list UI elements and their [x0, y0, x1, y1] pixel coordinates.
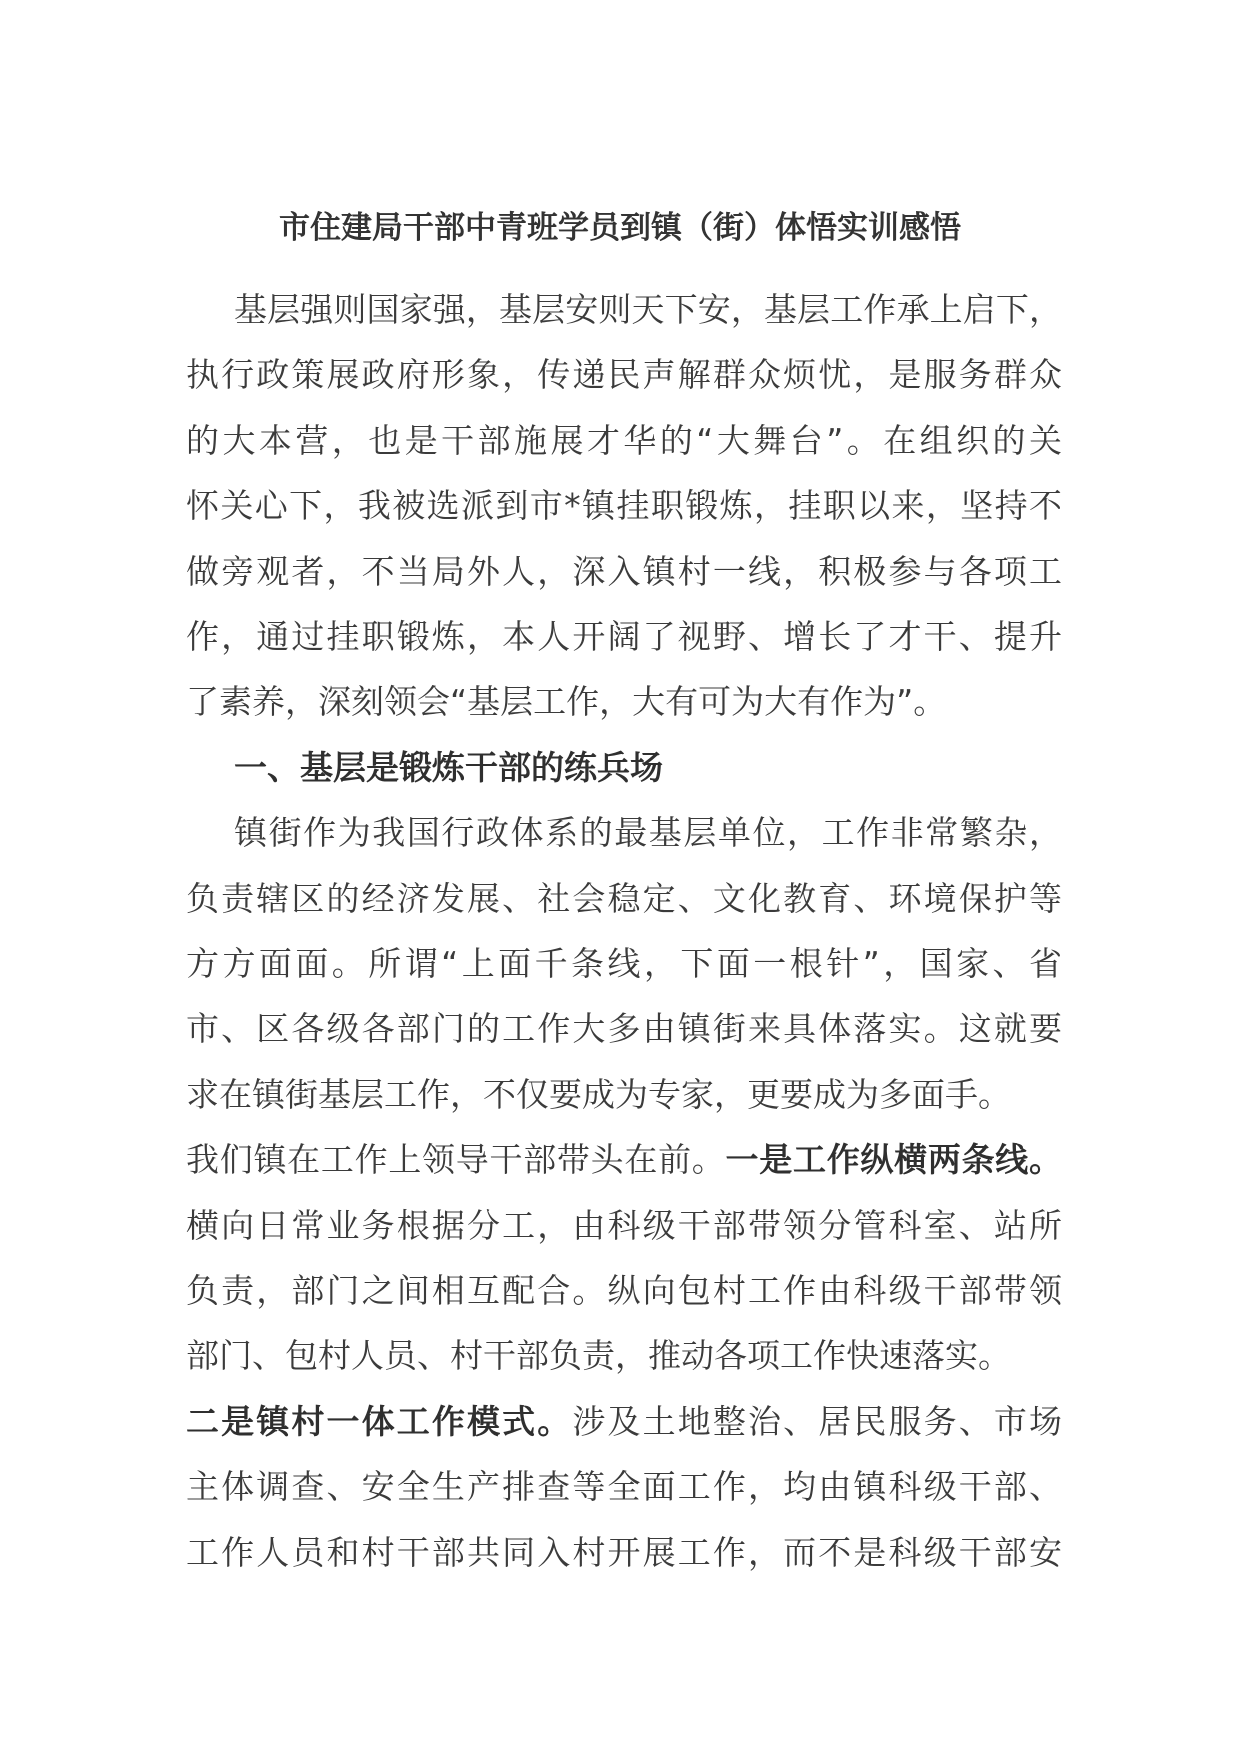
body-text: 作，通过挂职锻炼，本人开阔了视野、增长了才干、提升	[186, 617, 1062, 656]
body-text: 执行政策展政府形象，传递民声解群众烦忧，是服务群众	[186, 355, 1062, 395]
body-text: 方方面面。所谓“上面千条线，下面一根针”，国家、省	[186, 944, 1062, 983]
bold-text: 一是工作纵横两条线。	[725, 1140, 1063, 1180]
text-line	[186, 1001, 1062, 1057]
text-line	[186, 1132, 1062, 1188]
section-heading	[186, 740, 1062, 796]
text-line	[186, 282, 1062, 338]
text-line	[186, 1067, 1062, 1123]
body-text: 负责辖区的经济发展、社会稳定、文化教育、环境保护等	[186, 878, 1062, 918]
document-title: 市住建局干部中青班学员到镇（街）体悟实训感悟	[279, 210, 961, 246]
body-text: 做旁观者，不当局外人，深入镇村一线，积极参与各项工	[186, 551, 1062, 591]
body-text: 主体调查、安全生产排查等全面工作，均由镇科级干部、	[186, 1467, 1062, 1507]
body-text: 了素养，深刻领会“基层工作，大有可为大有作为”。	[186, 682, 947, 722]
text-line	[186, 1328, 1062, 1384]
text-line	[186, 805, 1062, 861]
text-line	[186, 544, 1062, 600]
body-text: 市、区各级各部门的工作大多由镇街来具体落实。这就要	[186, 1009, 1062, 1049]
body-text: 我们镇在工作上领导干部带头在前。	[186, 1140, 726, 1180]
text-line	[186, 674, 1062, 730]
text-line	[186, 478, 1062, 534]
body-text: 基层强则国家强，基层安则天下安，基层工作承上启下，	[234, 290, 1062, 329]
text-line	[186, 1525, 1062, 1581]
body-text: 部门、包村人员、村干部负责，推动各项工作快速落实。	[186, 1336, 1011, 1376]
text-line	[186, 1263, 1062, 1319]
body-text: 求在镇街基层工作，不仅要成为专家，更要成为多面手。	[186, 1074, 1011, 1114]
body-text: 工作人员和村干部共同入村开展工作，而不是科级干部安	[186, 1532, 1062, 1572]
text-line	[186, 871, 1062, 927]
text-line	[186, 1394, 1062, 1450]
text-line	[186, 347, 1062, 403]
body-text: 涉及土地整治、居民服务、市场	[572, 1401, 1062, 1441]
text-line	[186, 609, 1062, 665]
text-line	[186, 1459, 1062, 1515]
bold-text: 二是镇村一体工作模式。	[186, 1401, 573, 1441]
text-line	[186, 413, 1062, 469]
body-text: 横向日常业务根据分工，由科级干部带领分管科室、站所	[186, 1205, 1062, 1245]
body-text: 的大本营，也是干部施展才华的“大舞台”。在组织的关	[186, 420, 1062, 460]
body-text: 镇街作为我国行政体系的最基层单位，工作非常繁杂，	[234, 813, 1062, 853]
text-line	[186, 1198, 1062, 1254]
bold-text: 一、基层是锻炼干部的练兵场	[234, 747, 663, 787]
body-text: 怀关心下，我被选派到市*镇挂职锻炼，挂职以来，坚持不	[186, 486, 1062, 526]
body-text: 负责，部门之间相互配合。纵向包村工作由科级干部带领	[186, 1271, 1062, 1310]
text-line	[186, 936, 1062, 992]
